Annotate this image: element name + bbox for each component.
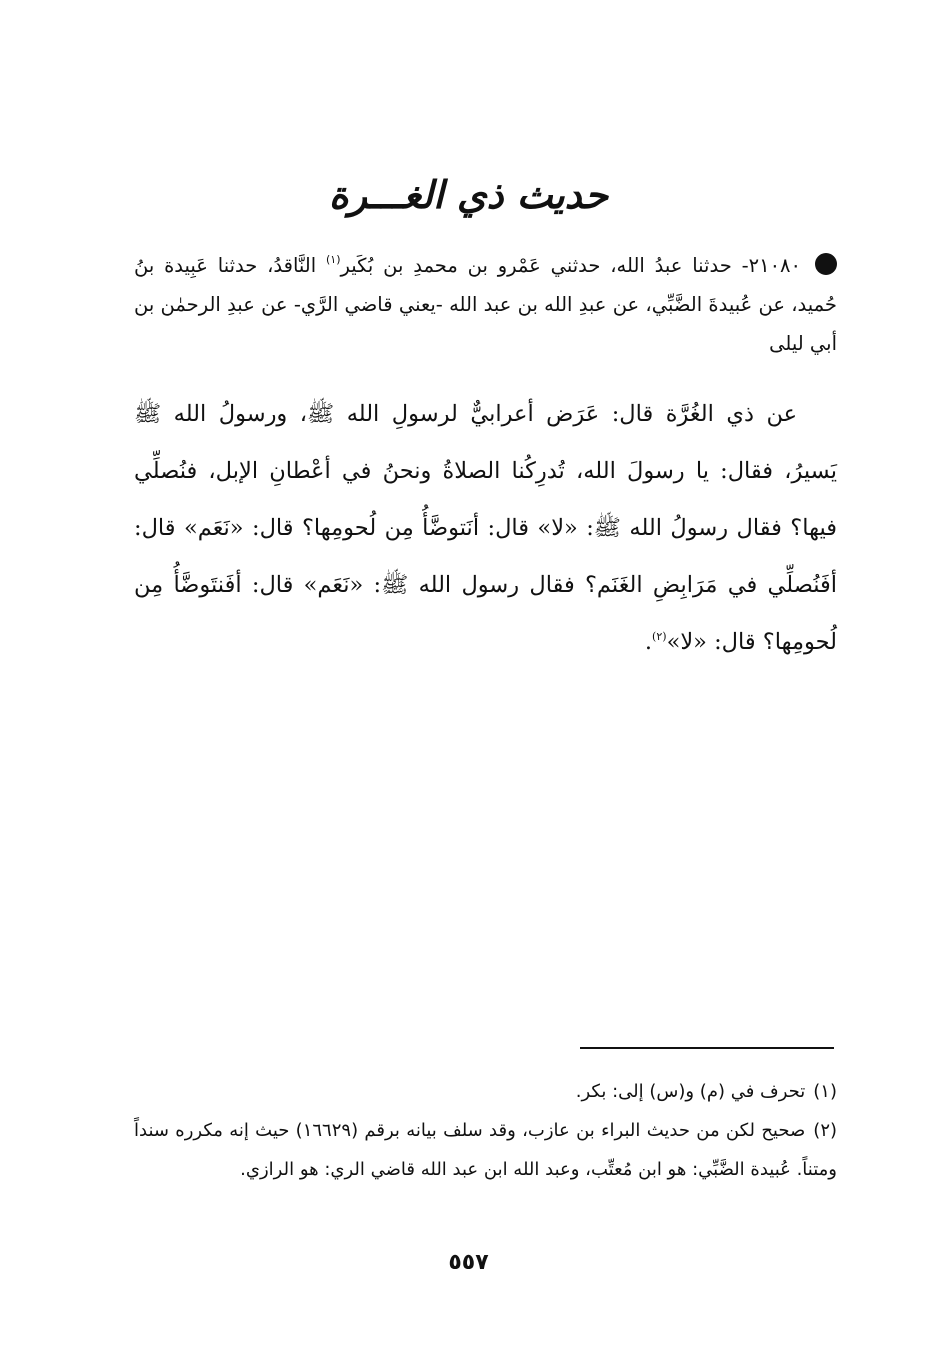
page-number: ٥٥٧ (448, 1250, 489, 1275)
chapter-title: حديث ذي الغـــرة (328, 172, 609, 217)
hadith-number: ٢١٠٨٠- (741, 254, 802, 277)
footnote-number: (٢) (813, 1120, 838, 1141)
matn-text: عن ذي الغُرَّة قال: عَرَض أعرابيٌّ لرسولِ الله ﷺ، ورسولُ الله ﷺ يَسيرُ، فقال: يا رسولَ الله، تُدرِكُنا الصلاةُ ونحنُ في أعْطانِ الإبل، فنُصلِّي فيها؟ فقال رسولُ الله ﷺ: «لا» قال: أنَتوضَّأُ مِن لُحومِها؟ قال: «نَعَم» قال: أفَنُصلِّي في مَرَابِضِ الغَنَم؟ فقال رسول الله ﷺ: «نَعَم» قال: أفَنتَوضَّأُ مِن لُحومِها؟ قال: «لا» (134, 401, 837, 655)
hadith-matn (134, 386, 837, 671)
footnote-1 (134, 1072, 837, 1111)
footnote-marker-1: (١) (325, 253, 341, 266)
footnote-number: (١) (813, 1081, 837, 1102)
footnote-text: صحيح لكن من حديث البراء بن عازب، وقد سلف بيانه برقم (١٦٦٢٩) حيث إنه مكرره سنداً ومتناً. عُبيدة الضَّبِّي: هو ابن مُعتِّب، وعبد الله ابن عبد الله قاضي الري: هو الرازي. (134, 1120, 837, 1180)
footnote-2 (134, 1111, 837, 1189)
footnote-text: تحرف في (م) و(س) إلى: بكر. (575, 1081, 806, 1102)
footnote-marker-2: (٢) (652, 630, 667, 643)
matn-end: . (644, 629, 653, 655)
bullet-icon (815, 253, 837, 275)
isnad-text-start: حدثنا عبدُ الله، حدثني عَمْرو بن محمدِ بن بُكَير (340, 254, 732, 277)
isnad-text-rest: النَّاقدُ، حدثنا عَبِيدة بنُ حُميد، عن عُبيدةَ الضَّبِّي، عن عبدِ الله بن عبد الله -يعني قاضي الرَّي- عن عبدِ الرحمٰن بن أبي ليلى (134, 254, 837, 355)
footnote-divider (580, 1047, 834, 1049)
footnotes (134, 1072, 837, 1189)
hadith-isnad (134, 246, 837, 363)
